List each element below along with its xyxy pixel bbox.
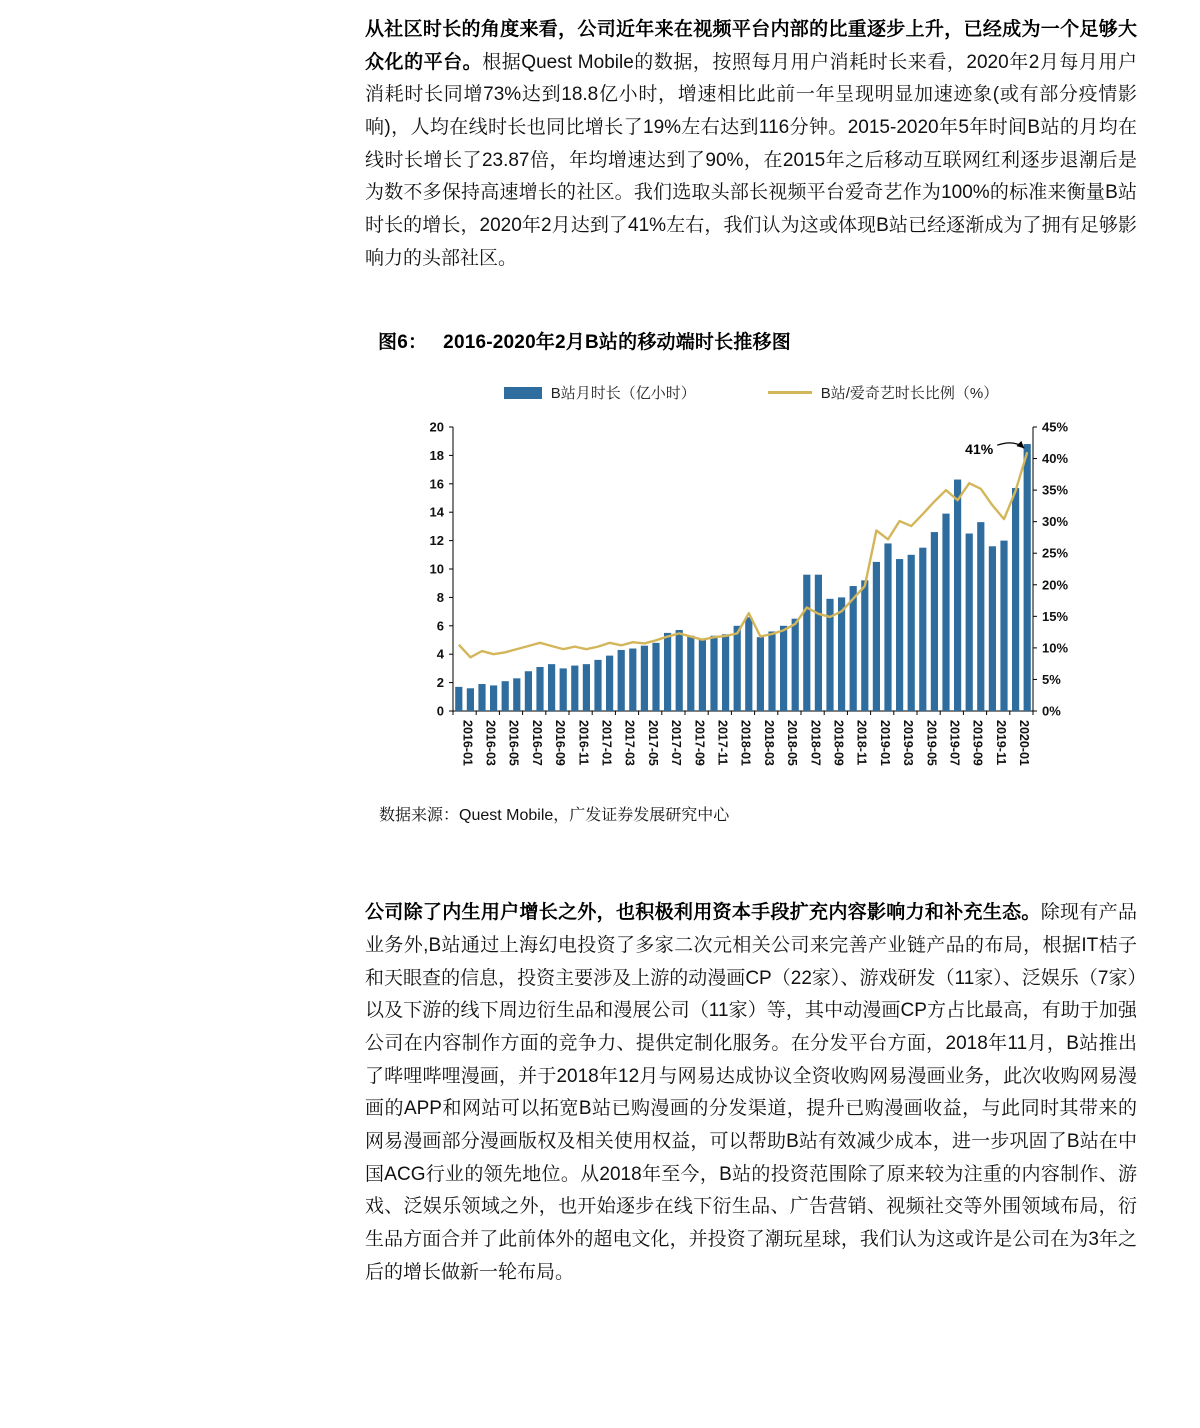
paragraph-2-body: 除现有产品业务外,B站通过上海幻电投资了多家二次元相关公司来完善产业链产品的布局，根据IT桔子和天眼查的信息，投资主要涉及上游的动漫画CP（22家）、游戏研发（11家）、泛娱乐（7家）以及下游的线下周边衍生品和漫展公司（11家）等，其中动漫画CP方占比最高，有助于加强公司在内容制作方面的竞争力、提供定制化服务。在分发平台方面，2018年11月，B站推出了哔哩哔哩漫画，并于2018年12月与网易达成协议全资收购网易漫画业务，此次收购网易漫画的APP和网站可以拓宽B站已购漫画的分发渠道，提升已购漫画收益，与此同时其带来的网易漫画部分漫画版权及相关使用权益，可以帮助B站有效减少成本，进一步巩固了B站在中国ACG行业的领先地位。从2018年至今，B站的投资范围除了原来较为注重的内容制作、游戏、泛娱乐领域之外，也开始逐步在线下衍生品、广告营销、视频社交等外围领域布局，衍生品方面合并了此前体外的超电文化，并投资了潮玩星球，我们认为这或许是公司在为3年之后的增长做新一轮布局。 [365,902,1137,1283]
svg-text:12: 12 [429,533,444,549]
svg-text:2019-09: 2019-09 [970,720,985,767]
figure-6 [365,327,1137,825]
paragraph-1-body: 根据Quest Mobile的数据，按照每月用户消耗时长来看，2020年2月每月用户消耗时长同增73%达到18.8亿小时，增速相比此前一年呈现明显加速迹象(或有部分疫情影响)，人均在线时长也同比增长了19%左右达到116分钟。2015-2020年5年时间B站的月均在线时长增长了23.87倍，年均增速达到了90%，在2015年之后移动互联网红利逐步退潮后是为数不多保持高速增长的社区。我们选取头部长视频平台爱奇艺作为100%的标准来衡量B站时长的增长，2020年2月达到了41%左右，我们认为这或体现B站已经逐渐成为了拥有足够影响力的头部社区。 [365,51,1137,269]
svg-text:25%: 25% [1042,546,1069,562]
svg-text:20%: 20% [1042,577,1069,593]
svg-text:2017-05: 2017-05 [645,720,660,767]
paragraph-2 [365,897,1137,1289]
svg-text:2016-05: 2016-05 [506,720,521,767]
svg-text:2018-11: 2018-11 [854,720,869,766]
svg-text:14: 14 [429,505,444,521]
svg-text:2017-07: 2017-07 [669,720,684,767]
data-source: 数据来源：Quest Mobile，广发证券发展研究中心 [379,807,730,825]
svg-text:2016-03: 2016-03 [483,720,498,767]
svg-text:35%: 35% [1042,482,1069,498]
svg-text:2019-11: 2019-11 [993,720,1008,766]
paragraph-2-lead: 公司除了内生用户增长之外，也积极利用资本手段扩充内容影响力和补充生态。 [365,902,1041,924]
svg-text:10%: 10% [1042,640,1069,656]
svg-text:2017-11: 2017-11 [715,720,730,766]
svg-text:2019-01: 2019-01 [877,720,892,767]
svg-text:2: 2 [436,675,444,691]
svg-text:2018-01: 2018-01 [738,720,753,767]
figure-title [365,327,1137,354]
svg-text:2019-03: 2019-03 [901,720,916,767]
svg-text:2017-03: 2017-03 [622,720,637,767]
svg-text:41%: 41% [965,441,994,458]
paragraph-1 [365,14,1137,275]
svg-text:2018-07: 2018-07 [808,720,823,767]
combo-chart [393,411,1137,788]
svg-text:45%: 45% [1042,419,1069,435]
svg-text:8: 8 [436,590,444,606]
legend-item-line [768,382,999,403]
svg-text:2017-09: 2017-09 [692,720,707,767]
svg-text:20: 20 [429,419,444,435]
svg-text:2019-05: 2019-05 [924,720,939,767]
line-series-swatch-icon [768,391,812,394]
svg-text:2020-01: 2020-01 [1017,720,1032,767]
svg-text:10: 10 [429,561,444,577]
svg-text:2018-09: 2018-09 [831,720,846,767]
svg-text:2019-07: 2019-07 [947,720,962,767]
svg-text:15%: 15% [1042,609,1069,625]
svg-text:6: 6 [436,618,444,634]
svg-text:18: 18 [429,448,444,464]
svg-text:30%: 30% [1042,514,1069,530]
svg-text:2018-03: 2018-03 [761,720,776,767]
svg-text:2016-11: 2016-11 [576,720,591,766]
paragraph-1-lead: 从社区时长的角度来看，公司近年来在视频平台内部的比重逐步上升，已经成为一个足够大众化的平台。 [365,19,1137,73]
svg-text:2016-01: 2016-01 [460,720,475,767]
chart-legend [365,382,1137,403]
svg-text:4: 4 [436,647,444,663]
legend-bar-label: B站月时长（亿小时） [550,385,696,403]
svg-text:5%: 5% [1042,672,1061,688]
svg-text:0%: 0% [1042,703,1061,719]
legend-item-bar [504,382,696,403]
svg-text:0: 0 [436,703,444,719]
report-content-column [365,0,1137,1289]
figure-label: 图6： [378,332,428,354]
chart-svg [393,411,1093,783]
legend-line-label: B站/爱奇艺时长比例（%） [820,385,999,403]
svg-text:2016-07: 2016-07 [529,720,544,767]
svg-text:16: 16 [429,476,444,492]
bar-series-swatch-icon [504,387,542,399]
figure-title-text: 2016-2020年2月B站的移动端时长推移图 [443,332,791,354]
svg-text:2018-05: 2018-05 [785,720,800,767]
svg-text:2016-09: 2016-09 [553,720,568,767]
svg-text:2017-01: 2017-01 [599,720,614,767]
svg-text:40%: 40% [1042,451,1069,467]
